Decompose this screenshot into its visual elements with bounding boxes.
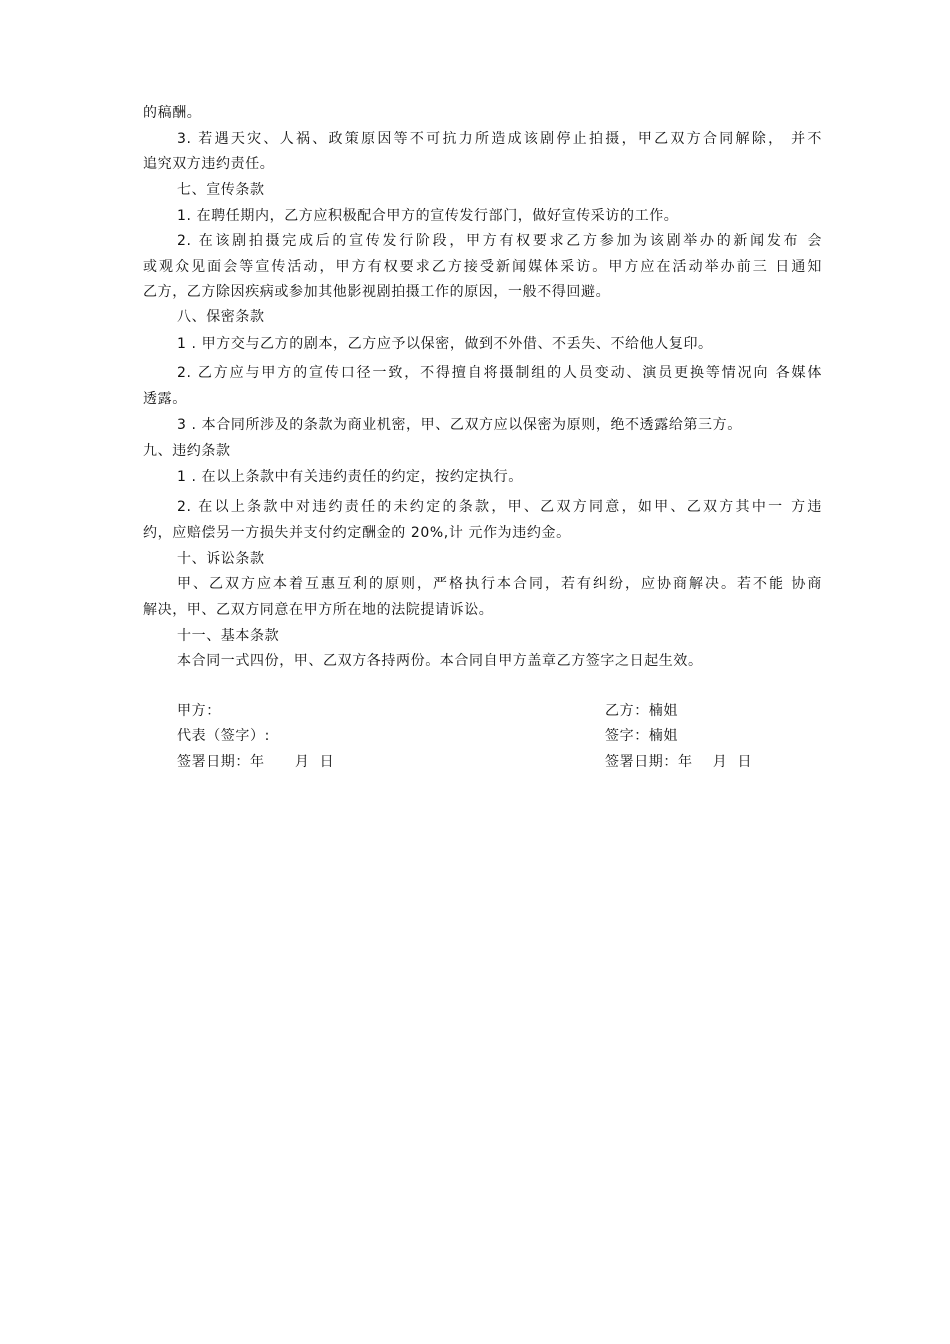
party-a-label: 甲方： [177, 703, 221, 719]
clause-8-1: 1 . 甲方交与乙方的剧本，乙方应予以保密，做到不外借、不丢失、不给他人复印。 [177, 336, 713, 352]
clause-9-2: 2. 在以上条款中对违约责任的未约定的条款，甲、乙双方同意，如甲、乙双方其中一 方违 [177, 499, 822, 515]
clause-9-1: 1 . 在以上条款中有关违约责任的约定，按约定执行。 [177, 469, 523, 485]
party-a-sign-date: 签署日期：年 月 日 [177, 754, 335, 770]
party-b-sign-date: 签署日期：年 月 日 [605, 754, 753, 770]
party-b-label: 乙方：楠姐 [605, 703, 678, 719]
section-heading-litigation: 十、诉讼条款 [177, 551, 265, 567]
clause-6-3: 3. 若遇天灾、人祸、政策原因等不可抗力所造成该剧停止拍摄，甲乙双方合同解除， 并不 [177, 131, 822, 147]
section-heading-publicity: 七、宣传条款 [177, 182, 265, 198]
section-heading-basic: 十一、基本条款 [177, 628, 280, 644]
clause-11: 本合同一式四份，甲、乙双方各持两份。本合同自甲方盖章乙方签字之日起生效。 [177, 653, 703, 669]
clause-8-2: 2. 乙方应与甲方的宣传口径一致，不得擅自将摄制组的人员变动、演员更换等情况向 各媒体 [177, 365, 822, 381]
clause-10: 甲、乙双方应本着互惠互利的原则，严格执行本合同，若有纠纷，应协商解决。若不能 协商 [177, 576, 822, 592]
clause-8-3: 3 . 本合同所涉及的条款为商业机密，甲、乙双方应以保密为原则，绝不透露给第三方。 [177, 417, 742, 433]
section-heading-breach: 九、违约条款 [143, 443, 231, 459]
clause-7-1: 1. 在聘任期内，乙方应积极配合甲方的宣传发行部门，做好宣传采访的工作。 [177, 208, 679, 224]
party-a-representative: 代表（签字）: [177, 728, 270, 744]
clause-7-2: 2. 在该剧拍摄完成后的宣传发行阶段，甲方有权要求乙方参加为该剧举办的新闻发布 会 [177, 233, 822, 249]
paragraph-line: 乙方，乙方除因疾病或参加其他影视剧拍摄工作的原因，一般不得回避。 [143, 284, 611, 300]
paragraph-line: 的稿酬。 [143, 105, 202, 121]
paragraph-line: 透露。 [143, 391, 187, 407]
paragraph-line: 或观众见面会等宣传活动，甲方有权要求乙方接受新闻媒体采访。甲方应在活动举办前三 日通知 [143, 259, 822, 275]
section-heading-confidentiality: 八、保密条款 [177, 309, 265, 325]
paragraph-line: 解决，甲、乙双方同意在甲方所在地的法院提请诉讼。 [143, 602, 494, 618]
paragraph-line: 约，应赔偿另一方损失并支付约定酬金的 20%,计 元作为违约金。 [143, 525, 571, 541]
party-b-signature: 签字：楠姐 [605, 728, 678, 744]
paragraph-line: 追究双方违约责任。 [143, 156, 275, 172]
